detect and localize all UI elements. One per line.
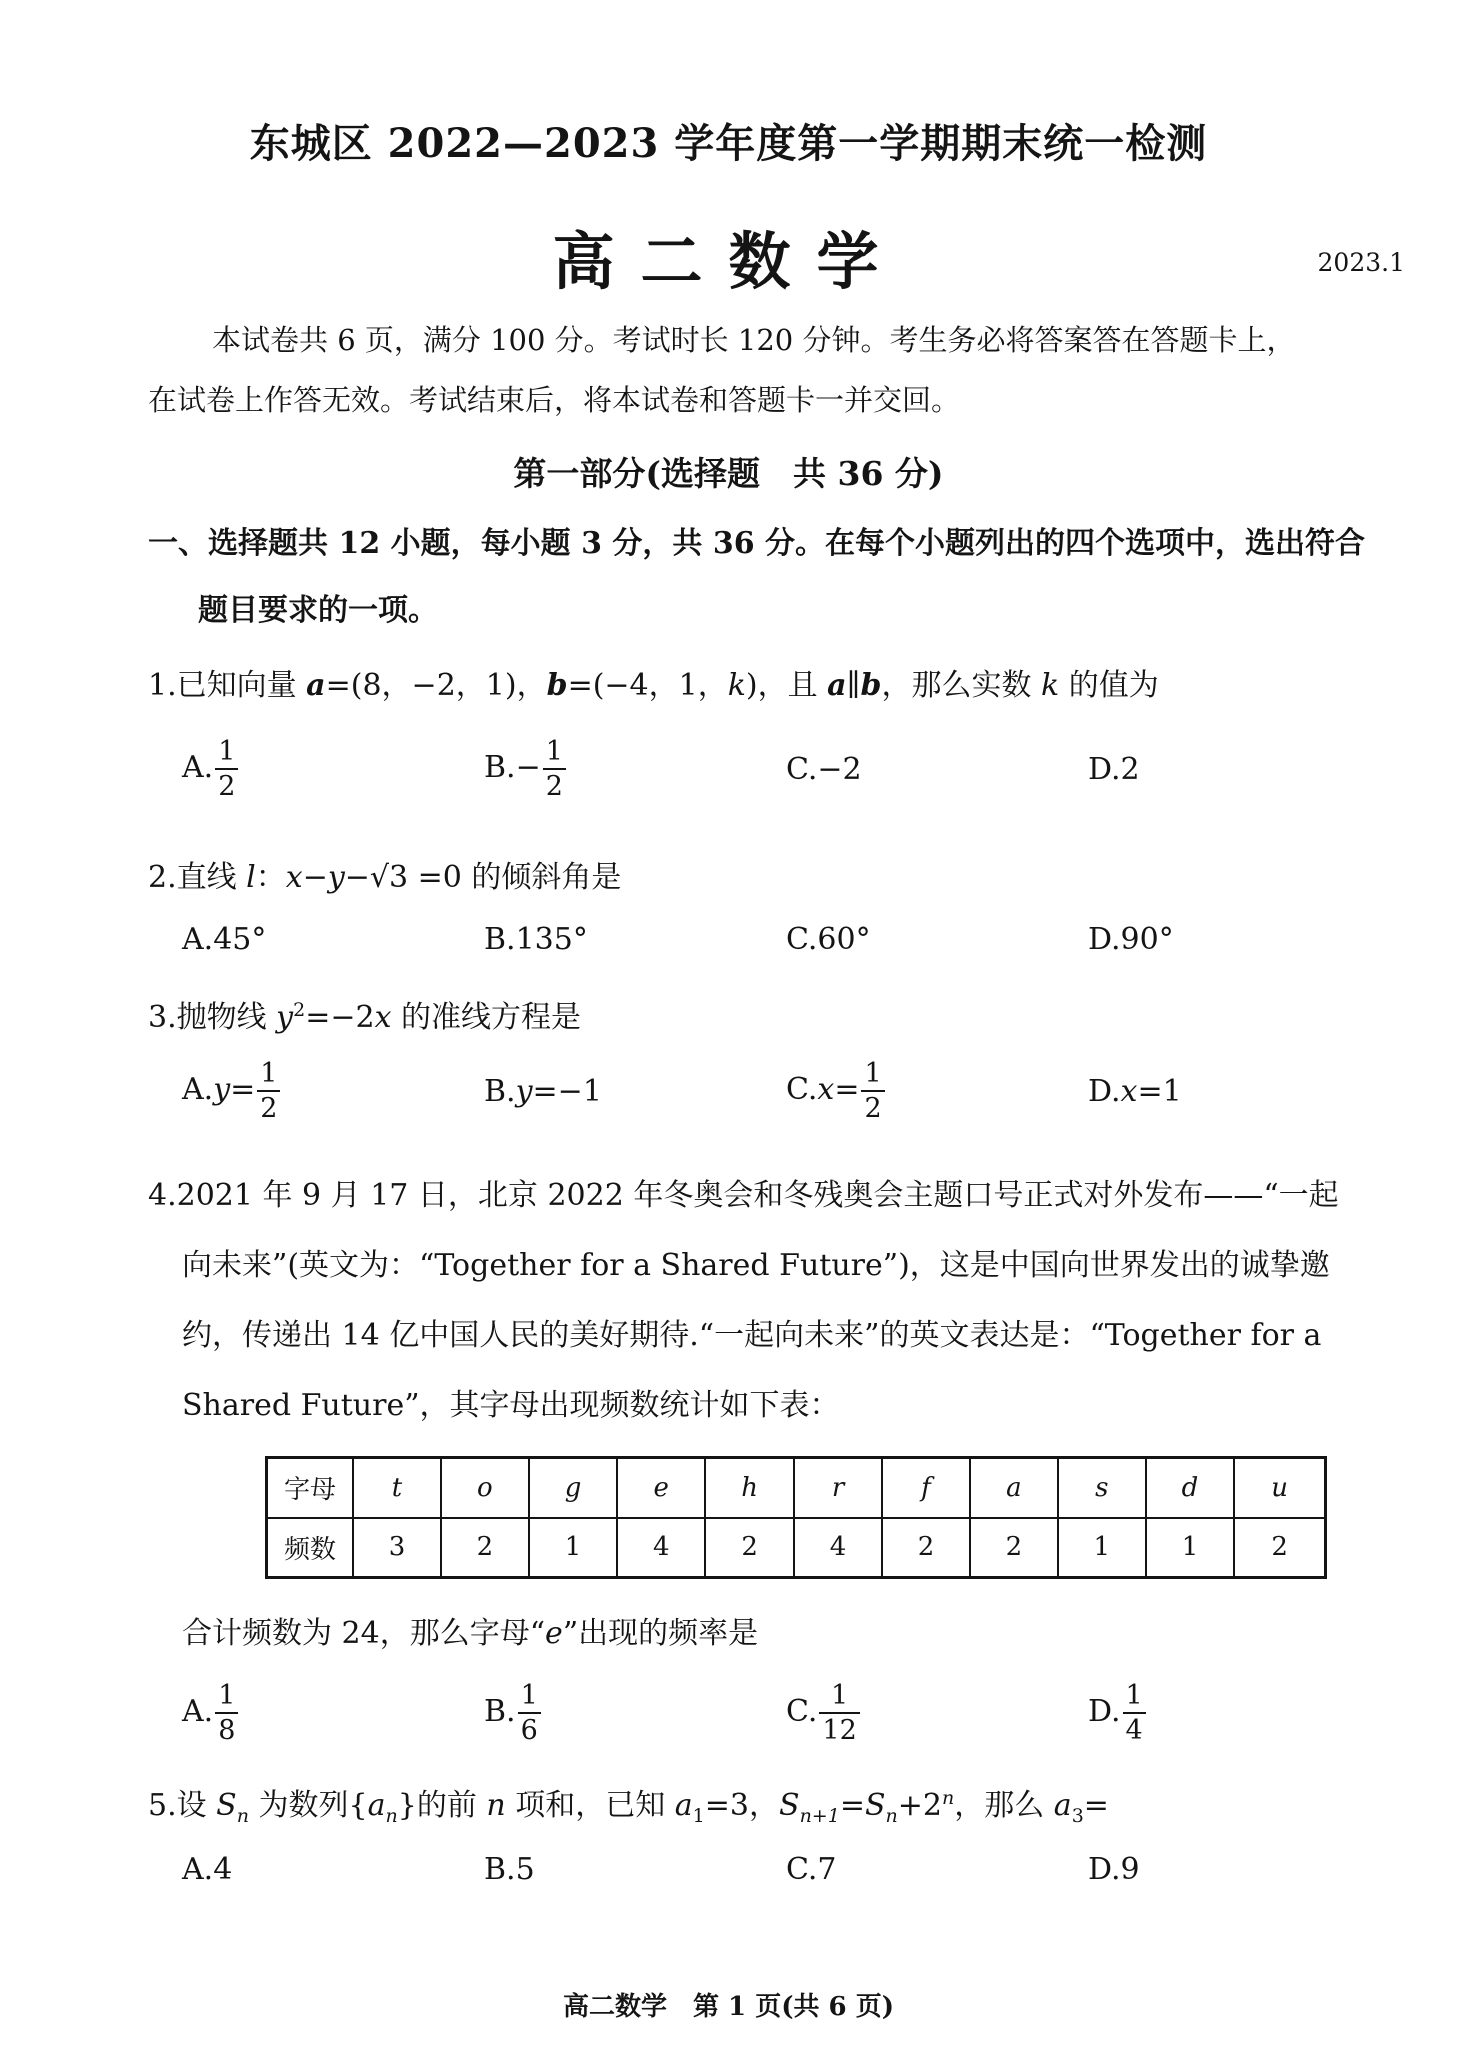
table-row-letters [267, 1458, 1326, 1518]
q4-option-c: C. $\frac{1}{12}$ [786, 1682, 862, 1744]
letter-frequency-table [265, 1456, 1327, 1579]
q5-option-c: C.7 [786, 1852, 837, 1887]
question-4-line-3: 约，传递出 14 亿中国人民的美好期待.“一起向未来”的英文表达是：“Together for a [182, 1318, 1322, 1353]
table-cell: u [1234, 1458, 1325, 1518]
table-cell: 2 [1234, 1518, 1325, 1578]
q4-option-a: A. $\frac{1}{8}$ [182, 1682, 240, 1744]
table-row-counts [267, 1518, 1326, 1578]
exam-date: 2023.1 [1317, 248, 1405, 277]
table-cell: 4 [617, 1518, 705, 1578]
table-cell: g [529, 1458, 617, 1518]
table-cell: 2 [970, 1518, 1058, 1578]
table-cell: d [1146, 1458, 1234, 1518]
q2-option-a: A.45° [182, 922, 267, 957]
question-1: 1.已知向量 a=(8，−2，1)，b=(−4，1，k)，且 a∥b，那么实数 k 的值为 [148, 668, 1159, 703]
q1-option-b: B.− $\frac{1}{2}$ [484, 738, 568, 800]
table-cell: o [441, 1458, 529, 1518]
q3-option-b: B.y=−1 [484, 1074, 602, 1109]
intro-line-2: 在试卷上作答无效。考试结束后，将本试卷和答题卡一并交回。 [148, 383, 961, 417]
table-cell: h [705, 1458, 794, 1518]
table-cell: r [794, 1458, 882, 1518]
question-4-line-2: 向未来”(英文为：“Together for a Shared Future”)，这是中国向世界发出的诚挚邀 [182, 1248, 1330, 1283]
q5-option-d: D.9 [1088, 1852, 1140, 1887]
section-instruction-line-1: 一、选择题共 12 小题，每小题 3 分，共 36 分。在每个小题列出的四个选项中，选出符合 [148, 526, 1366, 561]
table-cell: 1 [1058, 1518, 1146, 1578]
table-cell: 2 [441, 1518, 529, 1578]
question-4-line-4: Shared Future”，其字母出现频数统计如下表： [182, 1388, 840, 1423]
question-2: 2.直线 l：x−y−√3 =0 的倾斜角是 [148, 860, 622, 895]
subject-title: 高二数学 [552, 225, 905, 298]
q2-option-c: C.60° [786, 922, 871, 957]
question-5: 5.设 $S_n$ 为数列$\{a_n\}$的前 n 项和，已知 $a_1=3$，$S_{n+1}=S_n+2^n$，那么 $a_3=$ [148, 1787, 1109, 1827]
q4-option-d: D. $\frac{1}{4}$ [1088, 1682, 1148, 1744]
q2-option-b: B.135° [484, 922, 588, 957]
q1-option-d: D.2 [1088, 752, 1140, 787]
q1-option-a: A. $\frac{1}{2}$ [182, 738, 240, 800]
q5-option-b: B.5 [484, 1852, 535, 1887]
q1-option-c: C.−2 [786, 752, 862, 787]
table-cell: 1 [1146, 1518, 1234, 1578]
section-heading: 第一部分(选择题 共 36 分) [513, 454, 944, 493]
q2-option-d: D.90° [1088, 922, 1174, 957]
table-cell: f [882, 1458, 970, 1518]
question-4-followup: 合计频数为 24，那么字母“e”出现的频率是 [182, 1616, 759, 1651]
q5-option-a: A.4 [182, 1852, 233, 1887]
table-cell: s [1058, 1458, 1146, 1518]
question-4-line-1: 4.2021 年 9 月 17 日，北京 2022 年冬奥会和冬残奥会主题口号正式对外发布——“一起 [148, 1178, 1339, 1213]
exam-title: 东城区 2022—2023 学年度第一学期期末统一检测 [249, 120, 1208, 167]
table-cell: 3 [353, 1518, 441, 1578]
table-cell: 1 [529, 1518, 617, 1578]
table-cell: 2 [882, 1518, 970, 1578]
intro-line-1: 本试卷共 6 页，满分 100 分。考试时长 120 分钟。考生务必将答案答在答题卡上， [212, 323, 1296, 357]
table-cell: 4 [794, 1518, 882, 1578]
page-footer: 高二数学 第 1 页(共 6 页) [563, 1992, 894, 2022]
table-cell: e [617, 1458, 705, 1518]
section-instruction-line-2: 题目要求的一项。 [198, 593, 438, 628]
question-3: 3.抛物线 $y^2=-2x$ 的准线方程是 [148, 999, 582, 1035]
table-cell: t [353, 1458, 441, 1518]
table-header-count: 频数 [267, 1518, 354, 1578]
q3-option-a: A.y= $\frac{1}{2}$ [182, 1060, 282, 1122]
q4-option-b: B. $\frac{1}{6}$ [484, 1682, 543, 1744]
q3-option-d: D.x=1 [1088, 1074, 1182, 1109]
table-header-letter: 字母 [267, 1458, 354, 1518]
table-cell: 2 [705, 1518, 794, 1578]
q3-option-c: C.x= $\frac{1}{2}$ [786, 1060, 887, 1122]
table-cell: a [970, 1458, 1058, 1518]
